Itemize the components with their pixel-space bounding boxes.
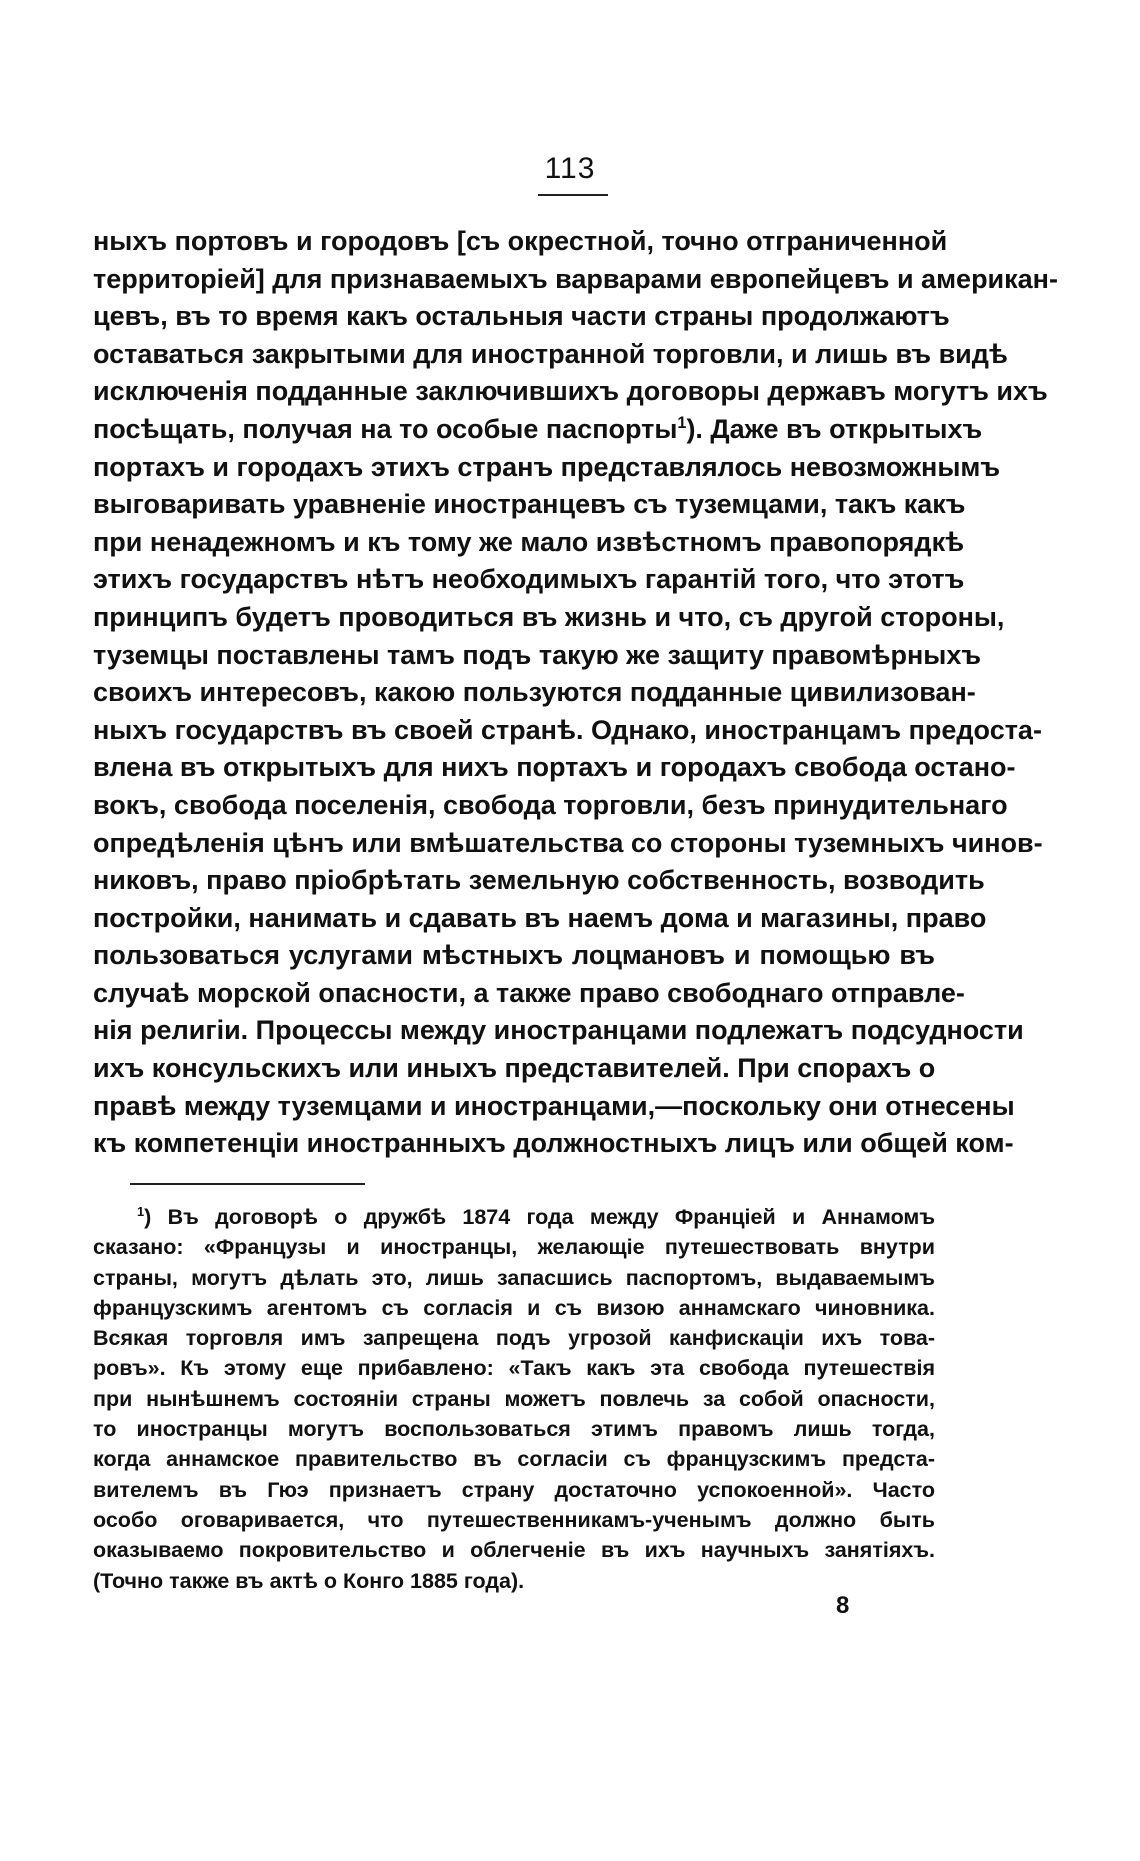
text-line: портахъ и городахъ этихъ странъ представлялось невозможнымъ [93, 451, 1001, 482]
text-segment: посѣщать, получая на то особые паспорты [93, 413, 678, 444]
footnote-line: ровъ». Къ этому еще прибавлено: «Такъ какъ эта свобода путешествія [93, 1356, 935, 1381]
footnote-line: (Точно также въ актѣ о Конго 1885 года). [93, 1568, 525, 1593]
footnote-line: сказано: «Французы и иностранцы, желающіе путешествовать внутри [93, 1235, 935, 1260]
text-line: нія религіи. Процессы между иностранцами подлежатъ подсудности [93, 1015, 1024, 1046]
text-line: принципъ будетъ проводиться въ жизнь и что, съ другой стороны, [93, 601, 1005, 632]
footnote-marker: 1 [137, 1203, 145, 1219]
text-line-with-footnote-ref [93, 411, 983, 449]
footnote-separator [130, 1183, 365, 1185]
footnote-line [93, 1202, 935, 1232]
text-line: къ компетенціи иностранныхъ должностныхъ лицъ или общей ком- [93, 1128, 1014, 1159]
text-line: выговаривать уравненіе иностранцевъ съ туземцами, такъ какъ [93, 489, 966, 520]
text-line: опредѣленія цѣнъ или вмѣшательства со стороны туземныхъ чинов- [93, 827, 1043, 858]
footnote-line: Всякая торговля имъ запрещена подъ угрозой канфискаціи ихъ това- [93, 1326, 935, 1351]
text-line: своихъ интересовъ, какою пользуются подданные цивилизован- [93, 677, 976, 708]
text-line: цевъ, въ то время какъ остальныя части страны продолжаютъ [93, 301, 950, 332]
text-line: туземцы поставлены тамъ подъ такую же защиту правомѣрныхъ [93, 639, 982, 670]
text-line: правѣ между туземцами и иностранцами,—поскольку они отнесены [93, 1090, 1015, 1121]
main-text [93, 223, 1058, 1163]
text-segment: ). Даже въ открытыхъ [686, 413, 983, 444]
text-line: вокъ, свобода поселенія, свобода торговли, безъ принудительнаго [93, 789, 1008, 820]
text-line: этихъ государствъ нѣтъ необходимыхъ гарантій того, что этотъ [93, 564, 965, 595]
text-line: исключенія подданные заключившихъ договоры державъ могутъ ихъ [93, 376, 1048, 407]
footnote-line: страны, могутъ дѣлать это, лишь запасшись паспортомъ, выдаваемымъ [93, 1265, 935, 1290]
text-line: случаѣ морской опасности, а также право свободнаго отправле- [93, 977, 965, 1008]
footnote-reference: 1 [677, 413, 687, 432]
footnote-text: ) Въ договорѣ о дружбѣ 1874 года между Франціей и Аннамомъ [144, 1205, 935, 1229]
text-line: оставаться закрытыми для иностранной торговли, и лишь въ видѣ [93, 338, 1008, 369]
text-line: пользоваться услугами мѣстныхъ лоцмановъ и помощью въ [93, 940, 935, 971]
text-line: ихъ консульскихъ или иныхъ представителей. При спорахъ о [93, 1053, 936, 1084]
text-line: территоріей] для признаваемыхъ варварами европейцевъ и американ- [93, 263, 1058, 294]
footnote-line: когда аннамское правительство въ согласіи съ французскимъ предста- [93, 1447, 935, 1472]
footnote [93, 1202, 935, 1596]
footnote-line: то иностранцы могутъ воспользоваться этимъ правомъ лишь тогда, [93, 1417, 935, 1442]
footnote-line: особо оговаривается, что путешественникамъ-ученымъ должно быть [93, 1507, 935, 1532]
text-line: ныхъ государствъ въ своей странѣ. Однако, иностранцамъ предоста- [93, 714, 1042, 745]
text-line: никовъ, право пріобрѣтать земельную собственность, возводить [93, 865, 985, 896]
page-number-rule [538, 194, 608, 196]
page-number: 113 [544, 152, 596, 185]
footnote-line: оказываемо покровительство и облегченіе въ ихъ научныхъ занятіяхъ. [93, 1538, 935, 1563]
footnote-line: при нынѣшнемъ состояніи страны можетъ повлечь за собой опасности, [93, 1386, 935, 1411]
text-line: при ненадежномъ и къ тому же мало извѣстномъ правопорядкѣ [93, 526, 965, 557]
footnote-line: вителемъ въ Гюэ признаетъ страну достаточно успокоенной». Часто [93, 1477, 935, 1502]
signature-mark: 8 [836, 1592, 850, 1619]
text-line: ныхъ портовъ и городовъ [съ окрестной, точно отграниченной [93, 226, 948, 256]
footnote-line: французскимъ агентомъ съ согласія и съ визою аннамскаго чиновника. [93, 1295, 935, 1320]
text-line: влена въ открытыхъ для нихъ портахъ и городахъ свобода остано- [93, 752, 1016, 783]
text-line: постройки, нанимать и сдавать въ наемъ дома и магазины, право [93, 902, 987, 933]
